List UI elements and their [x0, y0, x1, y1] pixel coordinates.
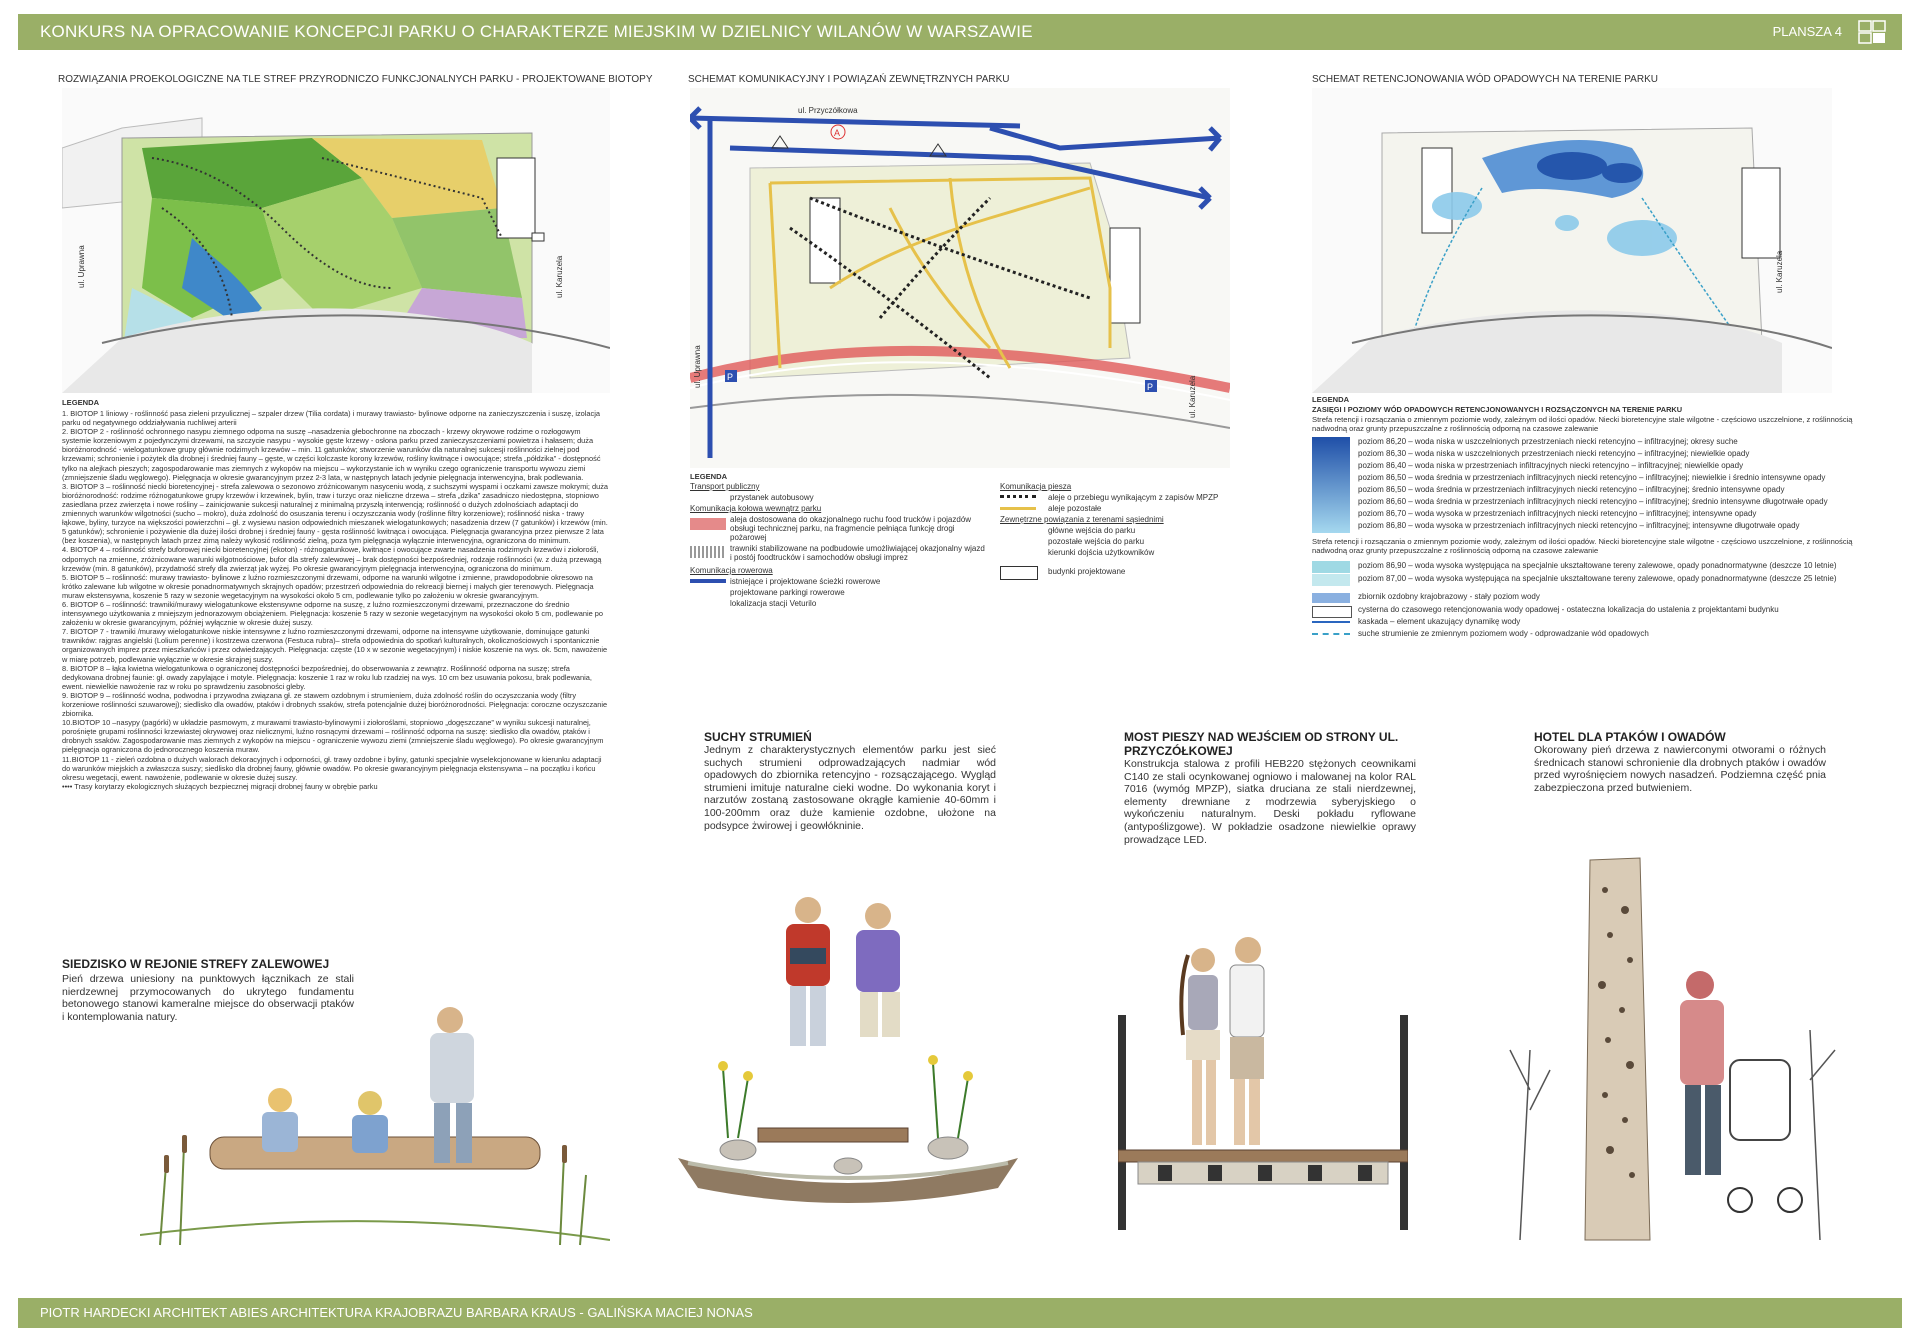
svg-text:P: P — [727, 372, 734, 382]
water-level: poziom 87,00 – woda wysoka występująca na specjalnie ukształtowane tereny zalewowe, opady ponadnormatywne (deszcze 25 letnie) — [1358, 574, 1837, 583]
legend-swatch — [690, 579, 726, 583]
stream-title: SUCHY STRUMIEŃ — [704, 730, 812, 744]
water-other: suche strumienie ze zmiennym poziomem wody - odprowadzanie wód opadowych — [1358, 629, 1649, 638]
hotel-title: HOTEL DLA PTAKÓW I OWADÓW — [1534, 730, 1726, 744]
sheet-number: PLANSZA 4 — [1772, 24, 1842, 39]
biotopes-map — [62, 88, 610, 393]
legend-swatch — [690, 518, 726, 530]
stream-text: Jednym z charakterystycznych elementów parku jest sieć suchych strumieni odprowadzających nadmiar wód opadowych do zbiornika retencyjno - rozsączającego. Wygląd strumieni imituje naturalne cieki wodne. Do wykonania koryt i narzutów zostaną zastosowane okrągłe kamienie 40-60mm i 100-200mm oraz duże kamienie ozdobne, ułożone na podsypce żwirowej i geowłókninie. — [704, 744, 996, 832]
water-other: kaskada – element ukazujący dynamikę wody — [1358, 617, 1521, 626]
water-level: poziom 86,40 – woda niska w przestrzeniach infiltracyjnych niecki retencyjno – infiltracyjnej; niewielkie opady — [1358, 461, 1744, 470]
hotel-text: Okorowany pień drzewa z nawierconymi otworami o różnych średnicach stanowi schronienie dla drobnych ptaków i owadów przed wyrośnięciem nowych nasadzeń. Podziemna część pnia zabezpieczona przed butwieniem. — [1534, 744, 1826, 794]
comm-legend-title: LEGENDA — [690, 472, 728, 481]
legend-swatch — [1000, 507, 1036, 510]
footer-authors: PIOTR HARDECKI ARCHITEKT ABIES ARCHITEKTURA KRAJOBRAZU BARBARA KRAUS - GALIŃSKA MACIEJ NONAS — [40, 1305, 753, 1320]
comm-item: aleje o przebiegu wynikającym z zapisów MPZP — [1048, 493, 1219, 502]
legend-swatch — [1312, 633, 1350, 635]
biotopes-title: ROZWIĄZANIA PROEKOLOGICZNE NA TLE STREF PRZYRODNICZO FUNKCJONALNYCH PARKU - PROJEKTOWANE BIOTOPY — [58, 74, 653, 85]
comm-title: SCHEMAT KOMUNIKACYJNY I POWIĄZAŃ ZEWNĘTRZNYCH PARKU — [688, 74, 1010, 85]
biotopes-legend-title: LEGENDA — [62, 398, 100, 407]
comm-head: Transport publiczny — [690, 482, 760, 491]
legend-swatch — [1312, 621, 1350, 623]
comm-item: budynki projektowane — [1048, 567, 1126, 576]
comm-item: projektowane parkingi rowerowe — [730, 588, 845, 597]
legend-swatch — [1312, 593, 1350, 603]
bridge-title: MOST PIESZY NAD WEJŚCIEM OD STRONY UL. PRZYCZÓŁKOWEJ — [1124, 730, 1399, 758]
water-level: poziom 86,70 – woda wysoka w przestrzeniach infiltracyjnych niecki retencyjno – infiltracyjnej; intensywne opady — [1358, 509, 1757, 518]
water-level: poziom 86,50 – woda średnia w przestrzeniach infiltracyjnych niecki retencyjno – infiltracyjnej; niewielkie i średnio intensywne opady — [1358, 473, 1826, 482]
biotopes-legend-text: 1. BIOTOP 1 liniowy - roślinność pasa zieleni przyulicznej – szpaler drzew (Tilia cordata) i murawy trawiasto- bylinowe odporne na zanieczyszczenia i suszę, izolacja parku od negatywnego oddziaływania ruchliwej arterii 2. BIOTOP 2 - roślinność ochronnego nasypu ziemnego odporna na suszę –nasadzenia głebochronne na zboczach - krzewy okrywowe rodzime o rozłogowym systemie korzeniowym z pojedynczymi drzewami, na szczycie nasypu - wysokie gęste krzewy - osłona parku przed zanieczyszczeniami powietrza i hałasem; duża bioróżnorodność - wielogatunkowe grupy głównie rodzimych krzewów – min. 11 gatunków; stworzenie warunków dla naturalnej sukcesji roślinności zielnej pod krzewami; schronienie i pożytek dla drobnej i średniej fauny – gęste, w części kolczaste korony krzewów, rośliny kwitnące i owocujące; strefa „półdzika” - dostępność tylko na alejkach pieszych; zagospodarowanie mas ziemnych z wykopów na miejscu – wykorzystanie ich w wyniku czego ograniczenie transportu wywozu ziemi (zmniejszenie śladu węglowego). Pielęgnacja w okresie gwarancyjnym przez 2-3 lata, w następnych latach jedynie pielęgnacja interwencyjna, brak podlewania. 3. BIOTOP 3 – roślinność niecki bioretencyjnej - strefa zalewowa o sezonowo zróżnicowanym nasyceniu wodą, z suchszymi wyspami i oczkami zawsze mokrymi; duża bioróżnorodność: rodzime różnogatunkowe grupy krzewów i krzewinek, bylin, traw i turzyc oraz nieliczne drzewa – strefa „dzika” zasadniczo niedostępna, stopniowo zasiedlana przez zwierzęta i nowe rośliny – zainicjowanie sukcesji naturalnej z minimalną przyszłą interwencją; roślinność o dużych zdolnościach adaptacji do zmiennych warunków wilgotności (sucho – mokro), duża zdolność do osuszania terenu i oczyszczania wody (roślinne filtry korzeniowe); roślinność niska - trawy łąkowe, byliny, turzyce na większości powierzchni – gł. z wysiewu nasion odpowiednich mieszanek wielogatunkowych; nasadzenia drzew (7 gatunków) i krzewów (min. 5 gatunków); schronienie i pożywienie dla dużej ilości drobnej i średniej fauny - gęsta roślinność kwitnąca i owocująca. Pielęgnacja gwarancyjna przez pierwsze 2 lata (bez koszenia), w następnych latach przez zimą należy wykosić roślinność zielną, poza tym pielęgnacja wyłącznie interwencyjna, ograniczona do minimum. 4. BIOTOP 4 – roślinność strefy buforowej niecki bioretencyjnej (ekoton) - różnogatunkowe, kwitnące i owocujące zwarte nasadzenia rodzimych krzewów i ziołorośli, odpornych na zmienne, zróżnicowane warunki wilgotnościowe, bufor dla strefy zalewowej – brak dostępności bezpośredniej, rodzaje roślinności (w. z dużą przewagą krzewów (min. 8 gatunków), przydatność strefy dla zwierząt jak wyżej. Po okresie gwarancyjnym pielęgnacja interwencyjna, ograniczona do minimum. 5. BIOTOP 5 – roślinność: murawy trawiasto- bylinowe z luźno rozmieszczonymi drzewami, odporne na warunki wilgotne i zmienne, prawdopodobnie okresowo na krótko zalewane lub wilgotne w okresie ponadnormatywnych skrajnych opadów; przestrzeń odpowiednia do rekreacji biernej i małych gier terenowych. Pielęgnacja muraw ekstensywna, koszenie 5 razy w sezonie wegetacyjnym na wysokości około 5 cm, podlewanie tylko po założeniu w okresie gwarancyjnym. 6. BIOTOP 6 – roślinność: trawniki/murawy wielogatunkowe ekstensywne odporne na suszę, z luźno rozmieszczonymi drzewami, przeznaczone do średnio intensywnego użytkowania z mniejszym jednorazowym obciążeniem. Pielęgnacja: koszenie 5 razy w sezonie wegetacyjnym na wysokości około 5 cm, podlewanie po założeniu w okresie gwarancyjnym, później wyłącznie w okresie dużej suszy. 7. BIOTOP 7 - trawniki /murawy wielogatunkowe niskie intensywne z luźno rozmieszczonymi drzewami, odporne na intensywne użytkowanie, dominujące gatunki trawników: rajgras angielski (Lolium perenne) i kostrzewa czerwona (Festuca rubra)– strefa odpowiednia do spotkań kulturalnych, okolicznościowych i spontanicznie organizowanych imprez przez mieszkańców i przez odwiedzających. Pielęgnacja: częste (10 x w sezonie wegetacyjnym) i niskie koszenie na wys. ok. 5cm, nawożenie w miarę potrzeb, podlewanie wyłącznie w okresie skrajnej suszy. 8. BIOTOP 8 – łąka kwietna wielogatunkowa o ograniczonej dostępności bezpośredniej, do obserwowania z zewnątrz. Roślinność odporna na suszę; strefa dedykowana drobnej faunie: gł. owady zapylające i motyle. Pielęgnacja: koszenie 1 raz w roku lub rzadziej na wys. 10 cm bez usuwania pokosu, brak podlewania, ewent. niewielkie nawożenie raz w roku po sprawdzeniu zasobności gleby. 9. BIOTOP 9 – roślinność wodna, podwodna i przywodna związana gł. ze stawem ozdobnym i strumieniem, duża zdolność roślin do oczyszczania wody (filtry korzeniowe roślinności szuwarowej); siedlisko dla owadów, ptaków i drobnych ssaków, strefa potencjalnie dużej bioróżnorodności. Pielęgnacja: coroczne oczyszczanie zbiornika. 10.BIOTOP 10 –nasypy (pagórki) w układzie pasmowym, z murawami trawiasto-bylinowymi i ziołoroślami, stopniowo „dogęszczane” w wyniku sukcesji naturalnej, porośnięte grupami roślinności krzewiastej okrywowej oraz nielicznymi, luźno rosnącymi drzewami – roślinność odporna na suszę: siedlisko dla owadów, ptaków i drobnych ssaków. Zagospodarowanie mas ziemnych z wykopów na miejscu - ograniczenie wywozu ziemi (zmniejszenie śladu węglowego). Po okresie gwarancyjnym pielęgnacja ograniczona do jednorocznego koszenia muraw. 11.BIOTOP 11 - zieleń ozdobna o dużych walorach dekoracyjnych i odporności, gł. trawy ozdobne i byliny, gatunki specjalnie wyselekcjonowane w kierunku adaptacji do warunków miejskich a zwłaszcza suszy; siedlisko dla drobnej fauny, głównie owadów. Po okresie gwarancyjnym pielęgnacja ekstensywna – na początku i końcu okresu wegetacji, ewent. nawożenie, podlewanie w okresie dużej suszy. •••• Trasy korytarzy ekologicznych służących bezpiecznej migracji drobnej fauny w obrębie parku — [62, 409, 609, 791]
stream-illustration — [668, 888, 1028, 1208]
comm-item: aleja dostosowana do okazjonalnego ruchu food trucków i pojazdów obsługi technicznej parku, na fragmencie pełniąca funkcję drogi pożarowej — [730, 515, 972, 542]
water-levels-list — [1312, 437, 1872, 537]
comm-street-left: ul. Uprawna — [693, 345, 702, 388]
comm-item: główne wejścia do parku — [1048, 526, 1136, 535]
comm-street-top: ul. Przyczółkowa — [798, 106, 858, 115]
water-levels2-list — [1312, 561, 1872, 651]
footer-bar — [18, 1298, 1902, 1328]
water-other: cysterna do czasowego retencjonowania wody opadowej - ostateczna lokalizacja do ustalenia z projektantami budynku — [1358, 605, 1779, 614]
comm-item: aleje pozostałe — [1048, 504, 1102, 513]
comm-head: Komunikacja kołowa wewnątrz parku — [690, 504, 822, 513]
seat-illustration — [140, 965, 610, 1265]
seat-title: SIEDZISKO W REJONIE STREFY ZALEWOWEJ — [62, 957, 330, 971]
comm-head: Komunikacja rowerowa — [690, 566, 773, 575]
comm-item: istniejące i projektowane ścieżki rowerowe — [730, 577, 881, 586]
water-level-gradient — [1312, 437, 1350, 533]
water-level: poziom 86,80 – woda wysoka w przestrzeniach infiltracyjnych niecki retencyjno – infiltracyjnej; intensywne długotrwałe opady — [1358, 521, 1800, 530]
comm-item: lokalizacja stacji Veturilo — [730, 599, 817, 608]
water-legend-sub: ZASIĘGI I POZIOMY WÓD OPADOWYCH RETENCJONOWANYCH I ROZSĄCZONYCH NA TERENIE PARKU — [1312, 405, 1683, 414]
comm-head: Zewnętrzne powiązania z terenami sąsiednimi — [1000, 515, 1164, 524]
svg-text:A: A — [834, 128, 841, 138]
svg-text:P: P — [1147, 382, 1154, 392]
legend-swatch — [1000, 495, 1036, 501]
header-bar — [18, 14, 1902, 50]
seat-text: Pień drzewa uniesiony na punktowych łącznikach ze stali nierdzewnej przymocowanych do ukrytego fundamentu betonowego stanowi kameralne miejsce do obserwacji ptaków i kontemplowania natury. — [62, 973, 354, 1023]
legend-swatch — [1312, 606, 1352, 618]
water-street-right: ul. Karuzela — [1775, 250, 1784, 293]
comm-head: Komunikacja piesza — [1000, 482, 1072, 491]
legend-swatch — [1312, 561, 1350, 573]
water-level: poziom 86,20 – woda niska w uszczelnionych przestrzeniach niecki retencyjno – infiltracyjnej; okresy suche — [1358, 437, 1738, 446]
hotel-illustration — [1490, 850, 1860, 1245]
water-legend-title: LEGENDA — [1312, 395, 1350, 404]
legend-swatch — [690, 546, 726, 558]
legend-swatch — [1000, 566, 1038, 580]
water-intro-1: Strefa retencji i rozsączania o zmiennym poziomie wody, zależnym od ilości opadów. Niecki bioretencyjne stale wilgotne - częściowo uszczelnione, z roślinnością nadwodną oraz grunty przepuszczalne z roślinnością odporną na czasowe zalewanie — [1312, 415, 1853, 434]
water-other: zbiornik ozdobny krajobrazowy - stały poziom wody — [1358, 592, 1540, 601]
sheet-grid-icon — [1858, 20, 1888, 44]
comm-legend-col2 — [1000, 482, 1230, 612]
comm-item: kierunki dojścia użytkowników — [1048, 548, 1155, 557]
page-title: KONKURS NA OPRACOWANIE KONCEPCJI PARKU O CHARAKTERZE MIEJSKIM W DZIELNICY WILANÓW W WARSZAWIE — [40, 22, 1033, 41]
biotopes-street-left: ul. Uprawna — [77, 245, 86, 288]
legend-swatch — [1312, 574, 1350, 586]
parking-icon — [725, 370, 737, 382]
comm-item: trawniki stabilizowane na podbudowie umożliwiającej okazjonalny wjazd i postój foodtrucków i samochodów obsługi imprez — [730, 544, 985, 562]
water-level: poziom 86,60 – woda średnia w przestrzeniach infiltracyjnych niecki retencyjno – infiltracyjnej; średnio intensywne długotrwałe opady — [1358, 497, 1828, 506]
bridge-illustration — [1118, 935, 1408, 1230]
bridge-text: Konstrukcja stalowa z profili HEB220 stężonych ceownikami C140 ze stali ocynkowanej ogniowo i malowanej na kolor RAL 7016 (wymóg MPZP), siatka druciana ze stali nierdzewnej, elementy drewniane z modrzewia syberyjskiego o wykończeniu naturalnym. Deski pokładu ryflowane (antypoślizgowe). W pokładzie osadzone niewielkie oprawy prowadzące LED. — [1124, 758, 1416, 846]
water-level: poziom 86,90 – woda wysoka występująca na specjalnie ukształtowane tereny zalewowe, opady ponadnormatywne (deszcze 10 letnie) — [1358, 561, 1837, 570]
comm-item: pozostałe wejścia do parku — [1048, 537, 1145, 546]
water-level: poziom 86,50 – woda średnia w przestrzeniach infiltracyjnych niecki retencyjno – infiltracyjnej; średnio intensywne opady — [1358, 485, 1785, 494]
water-intro-2: Strefa retencji i rozsączania o zmiennym poziomie wody, zależnym od ilości opadów. Niecki bioretencyjne stale wilgotne - częściowo uszczelnione, z roślinnością nadwodną oraz grunty przepuszczalne z roślinnością odporną na czasowe zalewanie — [1312, 537, 1853, 556]
comm-item: przystanek autobusowy — [730, 493, 814, 502]
water-level: poziom 86,30 – woda niska w uszczelnionych przestrzeniach niecki retencyjno – infiltracyjnej; niewielkie opady — [1358, 449, 1750, 458]
biotopes-street-right: ul. Karuzela — [555, 255, 564, 298]
comm-street-right: ul. Karuzela — [1188, 375, 1197, 418]
comm-map — [690, 88, 1230, 468]
comm-legend-col1 — [690, 482, 990, 632]
water-map — [1312, 88, 1832, 393]
water-title: SCHEMAT RETENCJONOWANIA WÓD OPADOWYCH NA TERENIE PARKU — [1312, 74, 1658, 85]
